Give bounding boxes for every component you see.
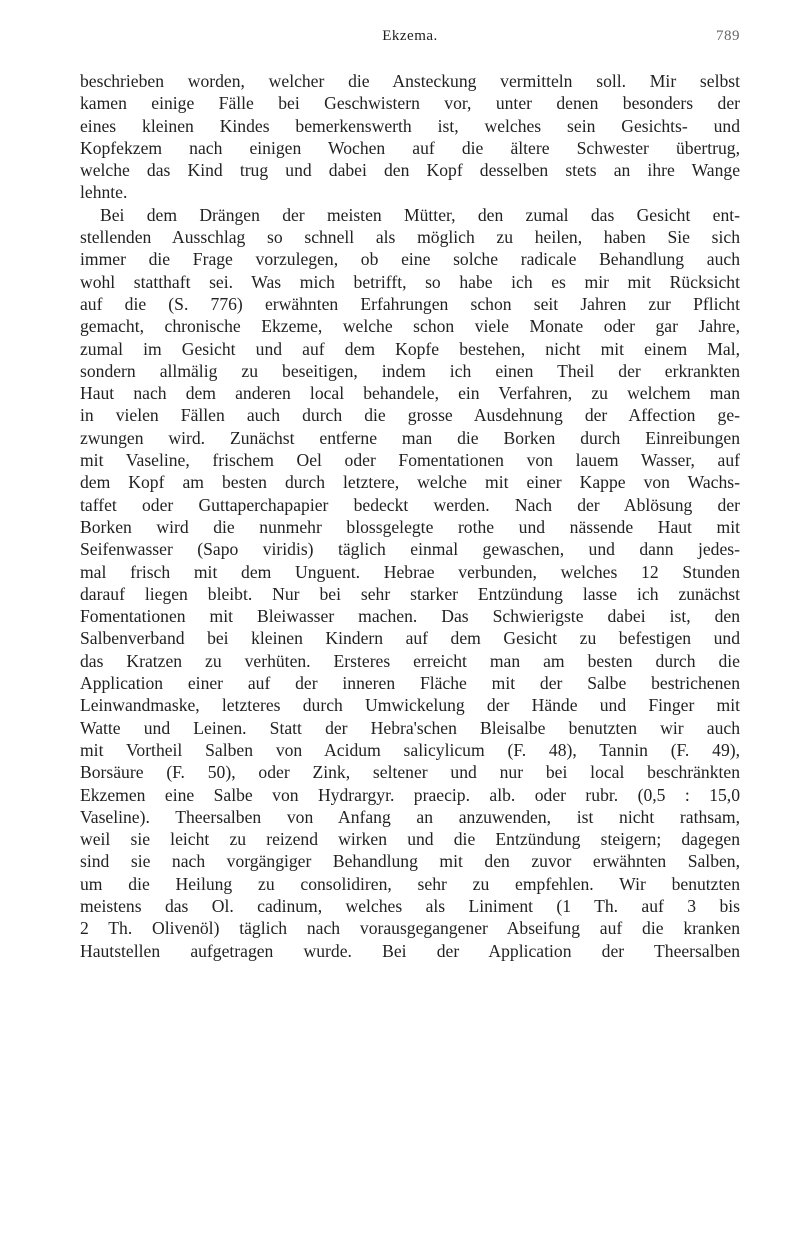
text-line: meistens das Ol. cadinum, welches als Liniment (1 Th. auf 3 bis bbox=[80, 895, 740, 916]
text-line: Vaseline). Theersalben von Anfang an anzuwenden, ist nicht rathsam, bbox=[80, 806, 740, 827]
text-line: Bei dem Drängen der meisten Mütter, den zumal das Gesicht ent- bbox=[100, 204, 740, 225]
text-line: in vielen Fällen auch durch die grosse Ausdehnung der Affection ge- bbox=[80, 405, 740, 426]
text-line: sondern allmälig zu beseitigen, indem ich einen Theil der erkrankten bbox=[80, 360, 740, 381]
text-line: Seifenwasser (Sapo viridis) täglich einmal gewaschen, und dann jedes- bbox=[80, 539, 740, 560]
text-line: Haut nach dem anderen local behandele, ein Verfahren, zu welchem man bbox=[80, 383, 740, 404]
running-head bbox=[80, 28, 740, 50]
text-line: Leinwandmaske, letzteres durch Umwickelung der Hände und Finger mit bbox=[80, 695, 740, 716]
text-line: dem Kopf am besten durch letztere, welche mit einer Kappe von Wachs- bbox=[80, 472, 740, 493]
text-line: welche das Kind trug und dabei den Kopf desselben stets an ihre Wange bbox=[80, 160, 740, 181]
text-line: auf die (S. 776) erwähnten Erfahrungen schon seit Jahren zur Pflicht bbox=[80, 293, 740, 314]
text-line: stellenden Ausschlag so schnell als möglich zu heilen, haben Sie sich bbox=[80, 227, 740, 248]
text-line: Watte und Leinen. Statt der Hebra'schen Bleisalbe benutzten wir auch bbox=[80, 717, 740, 738]
text-line: zumal im Gesicht und auf dem Kopfe bestehen, nicht mit einem Mal, bbox=[80, 338, 740, 359]
text-line: mit Vaseline, frischem Oel oder Fomentationen von lauem Wasser, auf bbox=[80, 450, 740, 471]
book-page bbox=[80, 28, 740, 962]
text-line: das Kratzen zu verhüten. Ersteres erreicht man am besten durch die bbox=[80, 650, 740, 671]
text-line: taffet oder Guttaperchapapier bedeckt werden. Nach der Ablösung der bbox=[80, 494, 740, 515]
running-title: Ekzema. bbox=[382, 28, 438, 44]
text-line: Hautstellen aufgetragen wurde. Bei der Application der Theersalben bbox=[80, 940, 740, 961]
text-line: 2 Th. Olivenöl) täglich nach vorausgegangener Abseifung auf die kranken bbox=[80, 918, 740, 939]
text-line: immer die Frage vorzulegen, ob eine solche radicale Behandlung auch bbox=[80, 249, 740, 270]
text-line: gemacht, chronische Ekzeme, welche schon viele Monate oder gar Jahre, bbox=[80, 316, 740, 337]
text-line: eines kleinen Kindes bemerkenswerth ist, welches sein Gesichts- und bbox=[80, 115, 740, 136]
text-line: Application einer auf der inneren Fläche mit der Salbe bestrichenen bbox=[80, 673, 740, 694]
text-line: zwungen wird. Zunächst entferne man die Borken durch Einreibungen bbox=[80, 427, 740, 448]
text-line: mit Vortheil Salben von Acidum salicylicum (F. 48), Tannin (F. 49), bbox=[80, 739, 740, 760]
text-line: um die Heilung zu consolidiren, sehr zu empfehlen. Wir benutzten bbox=[80, 873, 740, 894]
text-line: wohl statthaft sei. Was mich betrifft, so habe ich es mir mit Rücksicht bbox=[80, 271, 740, 292]
text-line: kamen einige Fälle bei Geschwistern vor, unter denen besonders der bbox=[80, 93, 740, 114]
text-line: mal frisch mit dem Unguent. Hebrae verbunden, welches 12 Stunden bbox=[80, 561, 740, 582]
body-text bbox=[80, 70, 740, 962]
text-line: sind sie nach vorgängiger Behandlung mit den zuvor erwähnten Salben, bbox=[80, 851, 740, 872]
text-line: Ekzemen eine Salbe von Hydrargyr. praecip. alb. oder rubr. (0,5 : 15,0 bbox=[80, 784, 740, 805]
page-number: 789 bbox=[716, 28, 740, 44]
text-line: Fomentationen mit Bleiwasser machen. Das Schwierigste dabei ist, den bbox=[80, 606, 740, 627]
text-line: beschrieben worden, welcher die Ansteckung vermitteln soll. Mir selbst bbox=[80, 71, 740, 91]
text-line: lehnte. bbox=[80, 182, 128, 203]
text-line: Borsäure (F. 50), oder Zink, seltener und nur bei local beschränkten bbox=[80, 762, 740, 783]
text-line: weil sie leicht zu reizend wirken und die Entzündung steigern; dagegen bbox=[80, 829, 740, 850]
text-line: darauf liegen bleibt. Nur bei sehr starker Entzündung lasse ich zunächst bbox=[80, 583, 740, 604]
text-line: Salbenverband bei kleinen Kindern auf dem Gesicht zu befestigen und bbox=[80, 628, 740, 649]
text-line: Kopfekzem nach einigen Wochen auf die ältere Schwester übertrug, bbox=[80, 137, 740, 158]
text-line: Borken wird die nunmehr blossgelegte rothe und nässende Haut mit bbox=[80, 516, 740, 537]
